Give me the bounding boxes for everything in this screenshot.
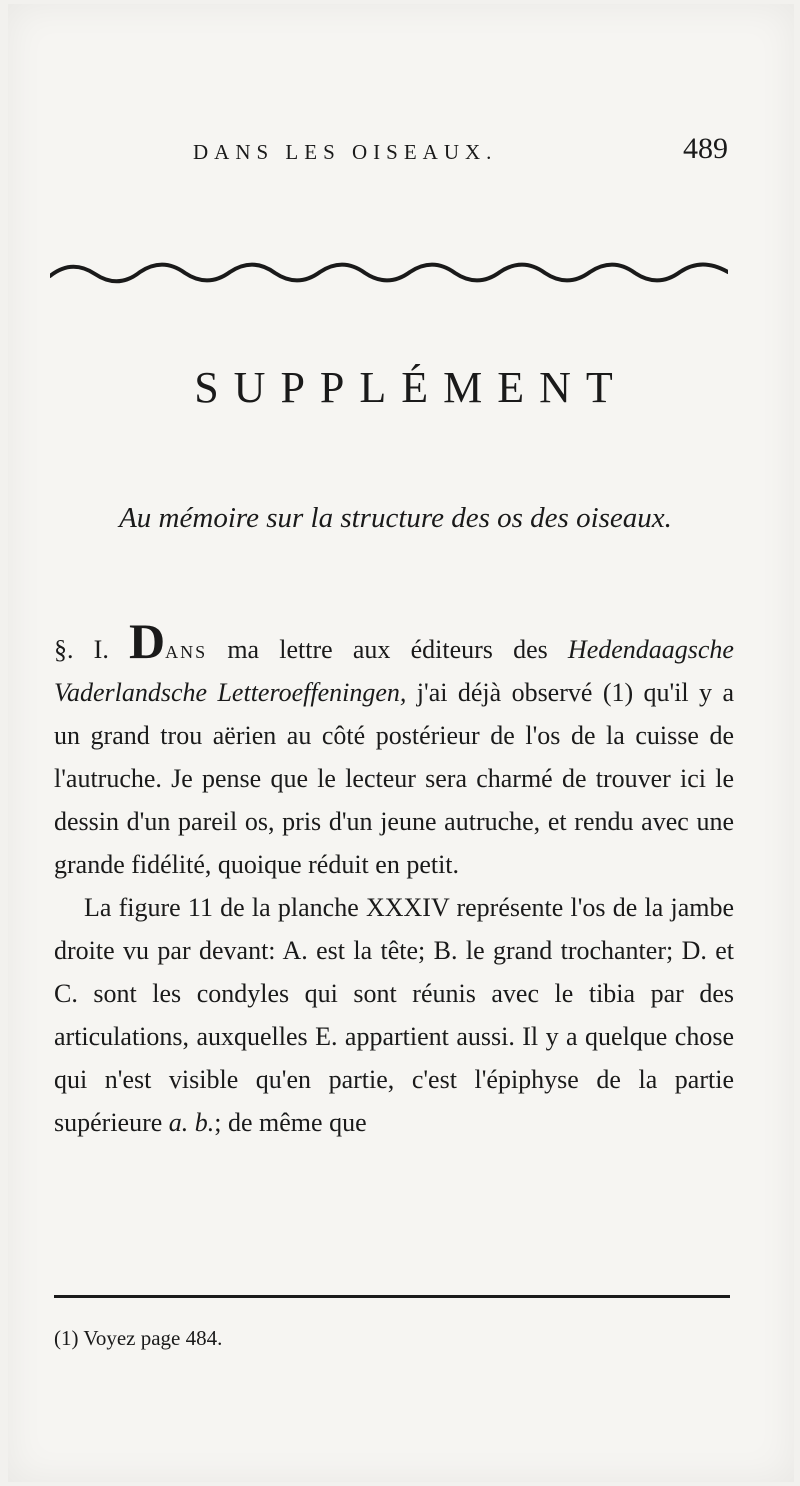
figure-reference: a. b. xyxy=(168,1108,215,1137)
paragraph-2-text-b: ; de même que xyxy=(214,1108,367,1137)
book-page xyxy=(8,4,794,1482)
paragraph-1-text-b: j'ai déjà observé (1) qu'il y a un grand trou aërien au côté postérieur de l'os de la cuisse de l'autruche. Je pense que le lecteur sera charmé de trouver ici le dessin d'un pareil os, pris d'un jeune autruche, et rendu avec une grande fidélité, quoique réduit en petit. xyxy=(54,678,734,879)
page-number: 489 xyxy=(683,132,728,165)
drop-cap: D xyxy=(129,613,166,669)
section-mark: §. I. xyxy=(54,635,109,664)
paragraph-1 xyxy=(54,613,734,886)
footnote-divider xyxy=(54,1295,730,1298)
body-text xyxy=(54,613,734,1144)
periodical-title: Hedendaagsche Vaderlandsche Letteroeffeningen, xyxy=(54,635,734,707)
subtitle: Au mémoire sur la structure des os des oiseaux. xyxy=(119,502,672,534)
decorative-wave-rule xyxy=(50,258,728,286)
small-caps-text: ans xyxy=(165,635,208,664)
footnote: (1) Voyez page 484. xyxy=(54,1326,223,1350)
paragraph-2 xyxy=(54,886,734,1144)
page-header xyxy=(193,132,728,172)
paragraph-1-text-a: ma lettre aux éditeurs des xyxy=(207,635,568,664)
section-title: SUPPLÉMENT xyxy=(194,363,628,412)
paragraph-2-text-a: La figure 11 de la planche XXXIV représente l'os de la jambe droite vu par devant: A. est la tête; B. le grand trochanter; D. et C. sont les condyles qui sont réunis avec le tibia par des articulations, auxquelles E. appartient aussi. Il y a quelque chose qui n'est visible qu'en partie, c'est l'épiphyse de la partie supérieure xyxy=(54,893,734,1137)
running-title: DANS LES OISEAUX. xyxy=(193,140,498,164)
